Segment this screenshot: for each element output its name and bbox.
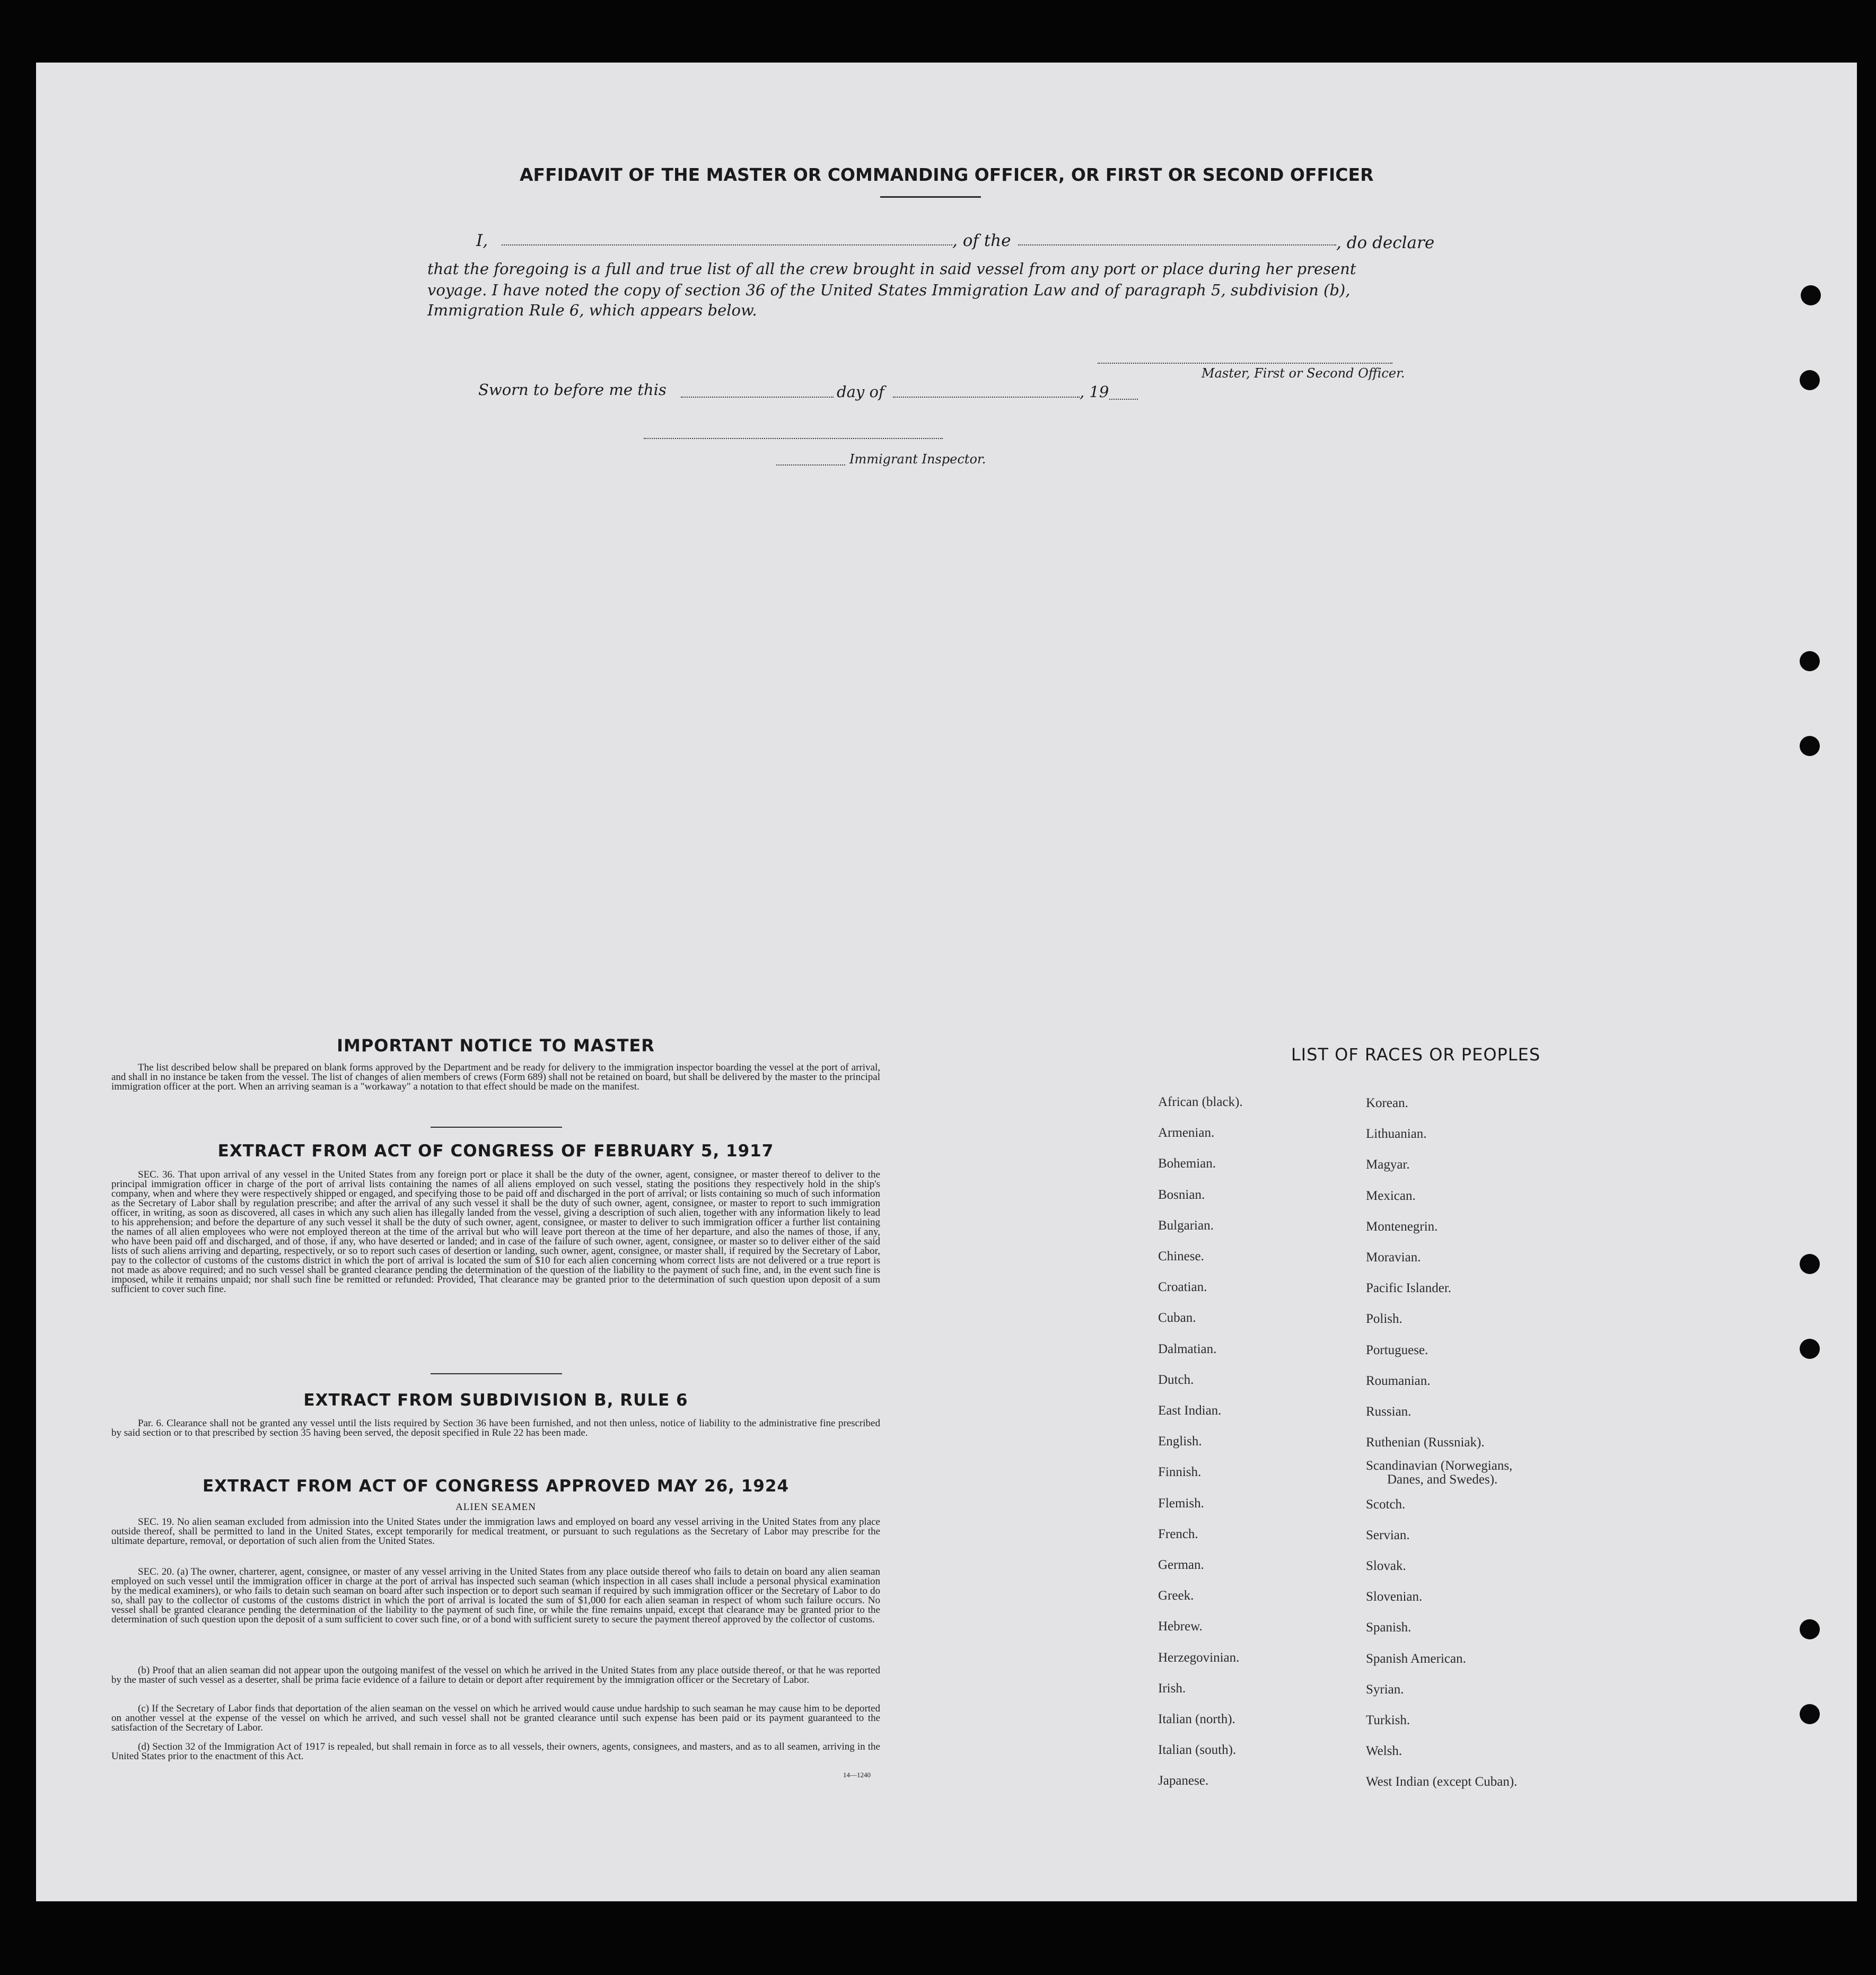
affidavit-body-line: voyage. I have noted the copy of section 36 of the United States Immigration Law and of paragraph 5, subdivision (b),: [427, 281, 1351, 299]
notice-title: IMPORTANT NOTICE TO MASTER: [337, 1035, 655, 1056]
race-item: Herzegovinian.: [1158, 1650, 1240, 1665]
master-signature-caption: Master, First or Second Officer.: [1202, 366, 1405, 381]
race-item: Slovenian.: [1366, 1590, 1423, 1604]
inspector-signature-caption: Immigrant Inspector.: [849, 452, 986, 467]
extract-1917-title: EXTRACT FROM ACT OF CONGRESS OF FEBRUARY 5, 1917: [217, 1142, 774, 1161]
race-item: Italian (north).: [1158, 1712, 1235, 1727]
extract-1924-title: EXTRACT FROM ACT OF CONGRESS APPROVED MAY 26, 1924: [202, 1477, 790, 1496]
punch-hole: [1800, 736, 1820, 756]
race-item: Scandinavian (Norwegians, Danes, and Swedes).: [1366, 1458, 1517, 1489]
race-item: Pacific Islander.: [1366, 1281, 1452, 1296]
race-item: Servian.: [1366, 1528, 1410, 1542]
inspector-signature-line[interactable]: [644, 438, 943, 439]
master-signature-line[interactable]: [1098, 363, 1392, 364]
rule-6-text: Par. 6. Clearance shall not be granted any vessel until the lists required by Section 36 have been furnished, and not then unless, notice of liability to the administrative fine prescribed by said section or to that prescribed by section 35 having been served, the deposit specified in Rule 22 has been made.: [111, 1418, 880, 1438]
race-item: Spanish American.: [1366, 1651, 1466, 1666]
race-item: West Indian (except Cuban).: [1366, 1775, 1518, 1789]
race-item: Dalmatian.: [1158, 1341, 1217, 1356]
race-item: Korean.: [1366, 1096, 1408, 1110]
race-item: Hebrew.: [1158, 1619, 1203, 1634]
race-item: Magyar.: [1366, 1157, 1410, 1172]
race-item: Scotch.: [1366, 1497, 1406, 1512]
race-item: Moravian.: [1366, 1250, 1421, 1265]
year-label: , 19: [1080, 383, 1109, 401]
race-item: Armenian.: [1158, 1126, 1215, 1140]
race-item: Welsh.: [1366, 1744, 1402, 1759]
race-item: Chinese.: [1158, 1249, 1204, 1264]
race-item: Croatian.: [1158, 1280, 1207, 1295]
race-item: Irish.: [1158, 1681, 1186, 1696]
declarant-name-line[interactable]: [502, 244, 952, 245]
punch-hole: [1801, 285, 1821, 305]
races-column-1: [1158, 1087, 1243, 1797]
races-column-2: [1366, 1088, 1517, 1798]
race-item: English.: [1158, 1434, 1202, 1449]
section-divider: [431, 1373, 562, 1374]
extract-1917-text: SEC. 36. That upon arrival of any vessel in the United States from any foreign port or place it shall be the duty of the owner, agent, consignee, or master thereof to deliver to the principal immigration officer in charge of the port of arrival lists containing the names of all aliens employed on such vessel, stating the positions they respectively hold in the ship's company, when and where they were respectively shipped or engaged, and specifying those to be paid off and discharged in the port of arrival; or lists containing so much of such information as the Secretary of Labor shall by regulation prescribe; and after the arrival of any such vessel it shall be the duty of such owner, agent, consignee, or master to report to such immigration officer, in writing, as soon as discovered, all cases in which any such alien has illegally landed from the vessel, giving a description of such alien, together with any information likely to lead to his apprehension; and before the departure of any such vessel it shall be the duty of such owner, agent, consignee, or master to deliver to such immigration officer a further list containing the names of all alien employees who were not employed thereon at the time of the arrival but who will leave port thereon at the time of her departure, and also the names of those, if any, who have been paid off and discharged, and of those, if any, who have deserted or landed; and in case of the failure of such owner, agent, consignee, or master so to deliver either of the said lists of such aliens arriving and departing, respectively, or so to report such cases of desertion or landing, such owner, agent, consignee, or master shall, if required by the Secretary of Labor, pay to the collector of customs of the customs district in which the port of arrival is located the sum of $10 for each alien concerning whom correct lists are not delivered or a true report is not made as above required; and no such vessel shall be granted clearance pending the determination of the question of the liability to the payment of such fine, and, in the event such fine is imposed, while it remains unpaid; nor shall such fine be remitted or refunded: Provided, That clearance may be granted prior to the determination of such question upon deposit of a sum sufficient to cover such fine.: [111, 1169, 880, 1295]
race-item: Slovak.: [1366, 1559, 1406, 1574]
title-underline: [880, 196, 981, 198]
punch-hole: [1800, 1619, 1820, 1639]
punch-hole: [1800, 1704, 1820, 1724]
race-item-continued: Danes, and Swedes).: [1387, 1472, 1498, 1487]
race-item: East Indian.: [1158, 1403, 1222, 1418]
race-item: Flemish.: [1158, 1496, 1204, 1511]
race-item: Cuban.: [1158, 1311, 1196, 1326]
punch-hole: [1800, 1339, 1820, 1359]
race-item: Polish.: [1366, 1312, 1402, 1327]
race-item: Bohemian.: [1158, 1156, 1216, 1171]
race-item: Portuguese.: [1366, 1342, 1428, 1357]
do-declare-label: , do declare: [1336, 233, 1435, 252]
sec-20b-text: (b) Proof that an alien seaman did not appear upon the outgoing manifest of the vessel on which he arrived in the United States from any place outside thereof, or that he was reported by the master of such vessel as a deserter, shall be prima facie evidence of a failure to detain or deport after requirement by the immigration officer or the Secretary of Labor.: [111, 1665, 880, 1686]
sworn-label: Sworn to before me this: [478, 381, 667, 399]
race-item: African (black).: [1158, 1095, 1243, 1109]
sec-19-text: SEC. 19. No alien seaman excluded from admission into the United States under the immigration laws and employed on board any vessel arriving in the United States from any place outside thereof, shall be permitted to land in the United States, except temporarily for medical treatment, or pursuant to such regulations as the Secretary of Labor may prescribe for the ultimate departure, removal, or deportation of such alien from the United States.: [111, 1516, 880, 1547]
of-the-label: , of the: [952, 231, 1011, 250]
alien-seamen-subtitle: ALIEN SEAMEN: [455, 1502, 536, 1513]
race-item: German.: [1158, 1558, 1204, 1573]
race-item: Turkish.: [1366, 1713, 1410, 1728]
affidavit-body-line: that the foregoing is a full and true list of all the crew brought in said vessel from any port or place during her present: [427, 260, 1356, 278]
race-item: Greek.: [1158, 1588, 1194, 1603]
sec-20a-text: SEC. 20. (a) The owner, charterer, agent, consignee, or master of any vessel arriving in the United States from any place outside thereof who fails to detain on board any alien seaman employed on such vessel until the immigration officer in charge at the port of arrival has inspected such seaman (which inspection in all cases shall include a personal physical examination by the medical examiners), or who fails to detain such seaman on board after such inspection or to deport such seaman if required by such immigration officer or the Secretary of Labor to do so, shall pay to the collector of customs of the customs district in which the port of arrival is located the sum of $1,000 for each alien seaman in respect of whom such failure occurs. No vessel shall be granted clearance pending the determination of the liability to the payment of such fine, or while the fine remains unpaid, except that clearance may be granted prior to the determination of such question upon the deposit of a sum sufficient to cover such fine, or of a bond with sufficient surety to secure the payment thereof approved by the collector of customs.: [111, 1566, 880, 1625]
affidavit-body-line: Immigration Rule 6, which appears below.: [427, 301, 757, 319]
form-page: [36, 63, 1857, 1901]
declarant-label: I,: [476, 231, 488, 250]
race-item: Ruthenian (Russniak).: [1366, 1435, 1485, 1450]
punch-hole: [1800, 1254, 1820, 1274]
race-item: Russian.: [1366, 1405, 1412, 1419]
race-item: Italian (south).: [1158, 1743, 1237, 1758]
race-item: Bulgarian.: [1158, 1218, 1214, 1233]
race-item: Dutch.: [1158, 1372, 1194, 1387]
section-divider: [431, 1127, 562, 1128]
rule-6-title: EXTRACT FROM SUBDIVISION B, RULE 6: [303, 1391, 688, 1410]
affidavit-title: AFFIDAVIT OF THE MASTER OR COMMANDING OFFICER, OR FIRST OR SECOND OFFICER: [520, 164, 1374, 185]
races-title: LIST OF RACES OR PEOPLES: [1291, 1044, 1541, 1065]
sec-20d-text: (d) Section 32 of the Immigration Act of 1917 is repealed, but shall remain in force as to all vessels, their owners, agents, consignees, and masters, and as to all seamen, arriving in the United States prior to the enactment of this Act.: [111, 1741, 880, 1762]
day-of-label: day of: [837, 383, 884, 401]
notice-text: The list described below shall be prepared on blank forms approved by the Department and be ready for delivery to the immigration inspector boarding the vessel at the port of arrival, and shall in no instance be taken from the vessel. The list of changes of alien members of crews (Form 689) shall not be retained on board, but shall be delivered by the master to the principal immigration officer at the port. When an arriving seaman is a "workaway" a notation to that effect should be made on the manifest.: [111, 1062, 880, 1092]
inspector-signature-line-short[interactable]: [776, 464, 845, 466]
sworn-day-line[interactable]: [681, 397, 834, 398]
race-item: Montenegrin.: [1366, 1219, 1438, 1234]
sworn-year-line[interactable]: [1109, 399, 1138, 400]
race-item: Japanese.: [1158, 1774, 1209, 1788]
race-item: Mexican.: [1366, 1188, 1416, 1203]
sworn-month-line[interactable]: [893, 397, 1080, 398]
race-item: Syrian.: [1366, 1682, 1404, 1697]
race-item: Lithuanian.: [1366, 1127, 1427, 1142]
race-item: Spanish.: [1366, 1620, 1412, 1635]
punch-hole: [1800, 651, 1820, 671]
race-item: Roumanian.: [1366, 1373, 1431, 1388]
form-number: 14—1240: [843, 1771, 871, 1779]
sec-20c-text: (c) If the Secretary of Labor finds that deportation of the alien seaman on the vessel on which he arrived would cause undue hardship to such seaman he may cause him to be deported on another vessel at the expense of the vessel on which he arrived, and such vessel shall not be granted clearance until such expense has been paid or its payment guaranteed to the satisfaction of the Secretary of Labor.: [111, 1703, 880, 1733]
race-item: French.: [1158, 1526, 1198, 1541]
vessel-name-line[interactable]: [1018, 244, 1336, 245]
race-item: Finnish.: [1158, 1465, 1202, 1480]
punch-hole: [1800, 370, 1820, 390]
race-item: Bosnian.: [1158, 1187, 1205, 1202]
